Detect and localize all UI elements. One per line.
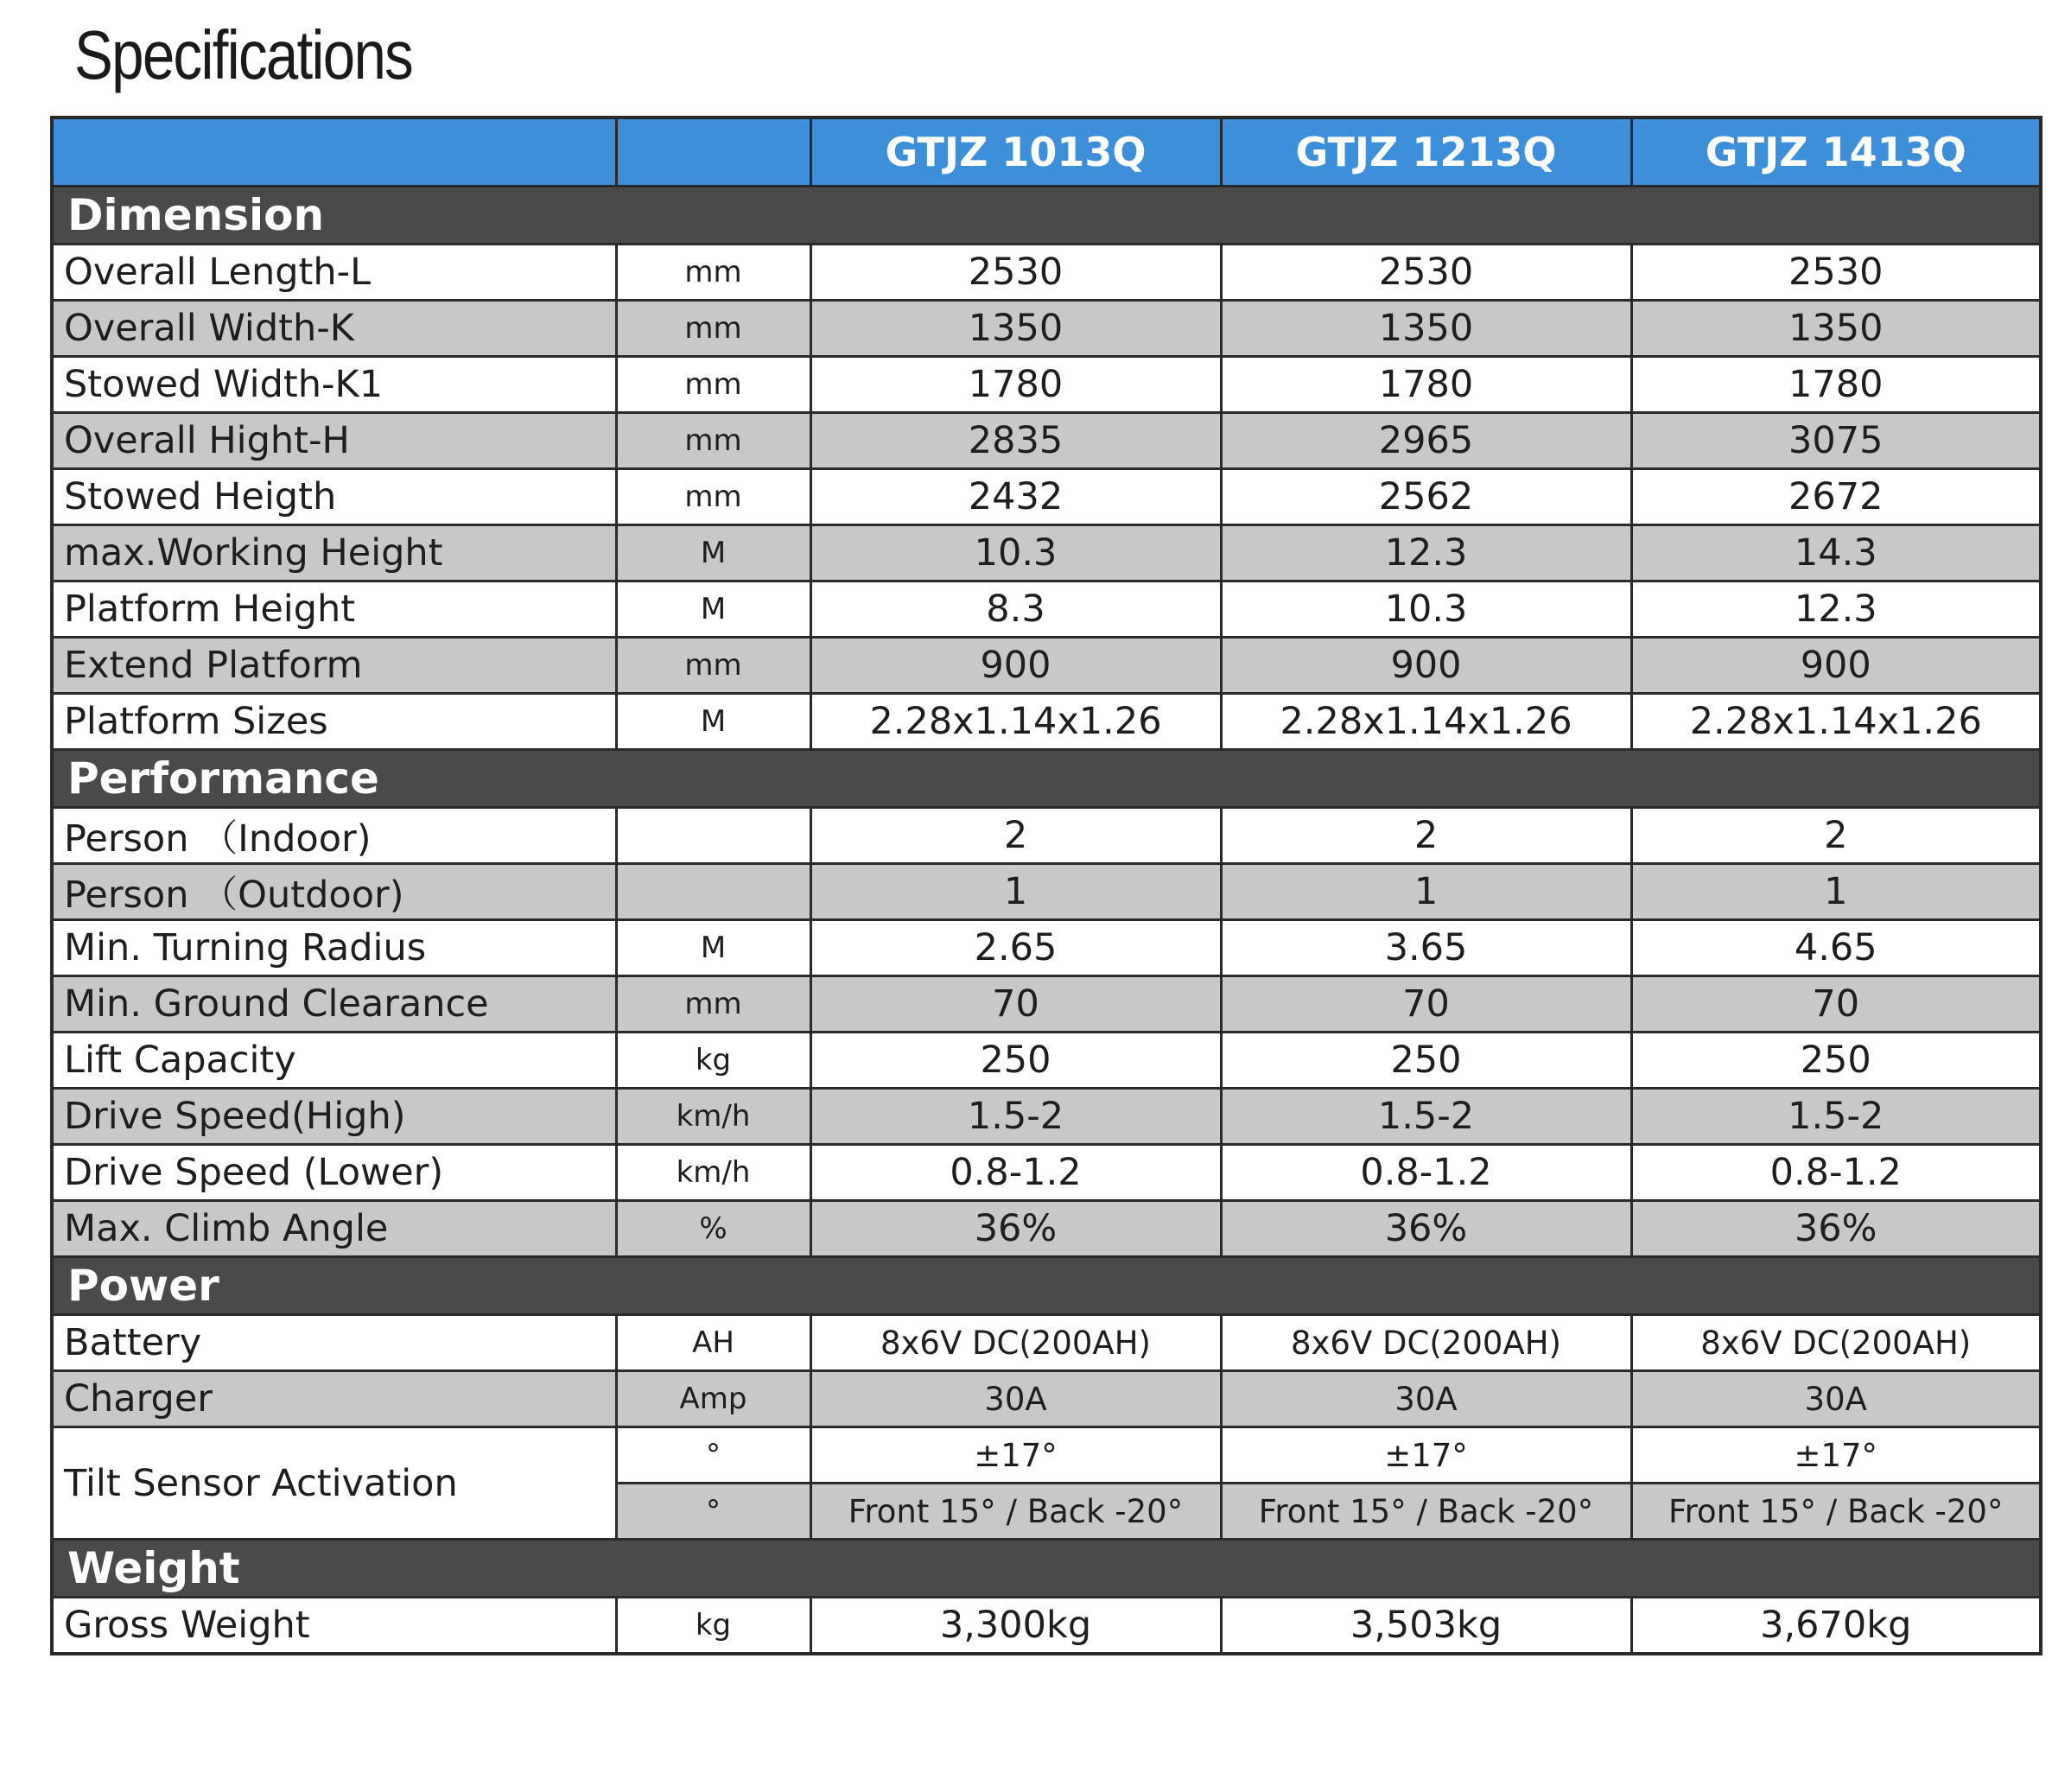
value-cell: 8x6V DC(200AH) [1631, 1315, 2041, 1371]
row-label: Tilt Sensor Activation [52, 1427, 616, 1540]
table-row [52, 1598, 2041, 1655]
spec-table [50, 116, 2042, 1655]
row-label: max.Working Height [52, 525, 616, 581]
value-cell: 10.3 [1221, 581, 1631, 638]
value-cell: 1 [1221, 864, 1631, 920]
section-header-row [52, 187, 2041, 245]
table-row [52, 1427, 2041, 1484]
value-cell: 0.8-1.2 [1631, 1145, 2041, 1201]
value-cell: 2562 [1221, 469, 1631, 525]
value-cell: 2530 [1221, 245, 1631, 301]
row-unit: % [616, 1201, 810, 1257]
row-unit: mm [616, 976, 810, 1033]
row-unit: Amp [616, 1371, 810, 1427]
row-unit: M [616, 525, 810, 581]
row-label: Overall Length-L [52, 245, 616, 301]
value-cell: 1.5-2 [810, 1089, 1221, 1145]
value-cell: 8.3 [810, 581, 1221, 638]
row-unit: kg [616, 1033, 810, 1089]
value-cell: 2432 [810, 469, 1221, 525]
table-row [52, 864, 2041, 920]
value-cell: 12.3 [1631, 581, 2041, 638]
value-cell: 70 [1631, 976, 2041, 1033]
table-row [52, 357, 2041, 413]
value-cell: 3,670kg [1631, 1598, 2041, 1655]
row-unit: kg [616, 1598, 810, 1655]
row-label: Extend Platform [52, 638, 616, 694]
row-label: Overall Width-K [52, 301, 616, 357]
value-cell: 2 [810, 808, 1221, 864]
value-cell: 1350 [1221, 301, 1631, 357]
value-cell: 2.65 [810, 920, 1221, 976]
page-title: Specifications [74, 16, 413, 93]
table-row [52, 1145, 2041, 1201]
table-row [52, 808, 2041, 864]
value-cell: ±17° [810, 1427, 1221, 1484]
value-cell: Front 15° / Back -20° [810, 1484, 1221, 1540]
section-header-row [52, 750, 2041, 808]
value-cell: 1 [810, 864, 1221, 920]
row-unit: km/h [616, 1145, 810, 1201]
value-cell: 1 [1631, 864, 2041, 920]
value-cell: 8x6V DC(200AH) [1221, 1315, 1631, 1371]
value-cell: 3.65 [1221, 920, 1631, 976]
row-unit: M [616, 581, 810, 638]
row-label: Stowed Width-K1 [52, 357, 616, 413]
value-cell: 10.3 [810, 525, 1221, 581]
value-cell: 2.28x1.14x1.26 [1221, 694, 1631, 750]
table-row [52, 581, 2041, 638]
table-row [52, 1033, 2041, 1089]
table-row [52, 1201, 2041, 1257]
row-unit [616, 864, 810, 920]
row-label: Overall Hight-H [52, 413, 616, 469]
row-unit: mm [616, 638, 810, 694]
row-label: Stowed Heigth [52, 469, 616, 525]
value-cell: 36% [1631, 1201, 2041, 1257]
value-cell: 1780 [1221, 357, 1631, 413]
value-cell: ±17° [1221, 1427, 1631, 1484]
value-cell: 12.3 [1221, 525, 1631, 581]
value-cell: 2965 [1221, 413, 1631, 469]
section-title: Power [52, 1257, 2041, 1315]
table-row [52, 976, 2041, 1033]
value-cell: 250 [810, 1033, 1221, 1089]
row-label: Platform Height [52, 581, 616, 638]
value-cell: 4.65 [1631, 920, 2041, 976]
row-label: Min. Ground Clearance [52, 976, 616, 1033]
table-row [52, 301, 2041, 357]
value-cell: 2 [1631, 808, 2041, 864]
value-cell: 0.8-1.2 [810, 1145, 1221, 1201]
model-header: GTJZ 1013Q [810, 118, 1221, 187]
section-header-row [52, 1257, 2041, 1315]
row-unit: km/h [616, 1089, 810, 1145]
row-unit: M [616, 694, 810, 750]
value-cell: Front 15° / Back -20° [1631, 1484, 2041, 1540]
section-title: Dimension [52, 187, 2041, 245]
row-unit: mm [616, 245, 810, 301]
row-label: Person （Outdoor) [52, 864, 616, 920]
header-blank-cell [52, 118, 616, 187]
value-cell: 30A [810, 1371, 1221, 1427]
table-row [52, 920, 2041, 976]
row-label: Charger [52, 1371, 616, 1427]
model-header: GTJZ 1413Q [1631, 118, 2041, 187]
table-row [52, 525, 2041, 581]
value-cell: 1350 [810, 301, 1221, 357]
value-cell: 1780 [810, 357, 1221, 413]
table-row [52, 1315, 2041, 1371]
value-cell: 14.3 [1631, 525, 2041, 581]
value-cell: 1.5-2 [1221, 1089, 1631, 1145]
value-cell: 36% [1221, 1201, 1631, 1257]
value-cell: 900 [1221, 638, 1631, 694]
table-row [52, 469, 2041, 525]
row-unit: mm [616, 301, 810, 357]
value-cell: 3,503kg [1221, 1598, 1631, 1655]
section-title: Weight [52, 1540, 2041, 1598]
row-unit: mm [616, 357, 810, 413]
value-cell: 30A [1221, 1371, 1631, 1427]
row-unit: mm [616, 469, 810, 525]
value-cell: 2530 [810, 245, 1221, 301]
table-row [52, 638, 2041, 694]
value-cell: 1350 [1631, 301, 2041, 357]
table-row [52, 413, 2041, 469]
value-cell: 8x6V DC(200AH) [810, 1315, 1221, 1371]
value-cell: 2.28x1.14x1.26 [810, 694, 1221, 750]
row-label: Drive Speed (Lower) [52, 1145, 616, 1201]
value-cell: 36% [810, 1201, 1221, 1257]
row-label: Lift Capacity [52, 1033, 616, 1089]
row-unit: ° [616, 1427, 810, 1484]
table-row [52, 1089, 2041, 1145]
row-label: Drive Speed(High) [52, 1089, 616, 1145]
value-cell: 3,300kg [810, 1598, 1221, 1655]
value-cell: 3075 [1631, 413, 2041, 469]
section-title: Performance [52, 750, 2041, 808]
row-unit: AH [616, 1315, 810, 1371]
row-label: Platform Sizes [52, 694, 616, 750]
value-cell: 250 [1221, 1033, 1631, 1089]
row-label: Min. Turning Radius [52, 920, 616, 976]
row-label: Battery [52, 1315, 616, 1371]
table-row [52, 694, 2041, 750]
row-label: Max. Climb Angle [52, 1201, 616, 1257]
table-row [52, 1371, 2041, 1427]
row-label: Gross Weight [52, 1598, 616, 1655]
row-unit: ° [616, 1484, 810, 1540]
table-header-row [52, 118, 2041, 187]
value-cell: 900 [1631, 638, 2041, 694]
value-cell: 70 [1221, 976, 1631, 1033]
value-cell: 2.28x1.14x1.26 [1631, 694, 2041, 750]
table-row [52, 245, 2041, 301]
row-unit: mm [616, 413, 810, 469]
model-header: GTJZ 1213Q [1221, 118, 1631, 187]
value-cell: 2 [1221, 808, 1631, 864]
value-cell: ±17° [1631, 1427, 2041, 1484]
value-cell: Front 15° / Back -20° [1221, 1484, 1631, 1540]
value-cell: 70 [810, 976, 1221, 1033]
section-header-row [52, 1540, 2041, 1598]
value-cell: 250 [1631, 1033, 2041, 1089]
value-cell: 30A [1631, 1371, 2041, 1427]
row-label: Person （Indoor) [52, 808, 616, 864]
value-cell: 900 [810, 638, 1221, 694]
value-cell: 0.8-1.2 [1221, 1145, 1631, 1201]
value-cell: 2530 [1631, 245, 2041, 301]
header-unit-cell [616, 118, 810, 187]
value-cell: 2835 [810, 413, 1221, 469]
value-cell: 1.5-2 [1631, 1089, 2041, 1145]
value-cell: 1780 [1631, 357, 2041, 413]
row-unit: M [616, 920, 810, 976]
value-cell: 2672 [1631, 469, 2041, 525]
row-unit [616, 808, 810, 864]
